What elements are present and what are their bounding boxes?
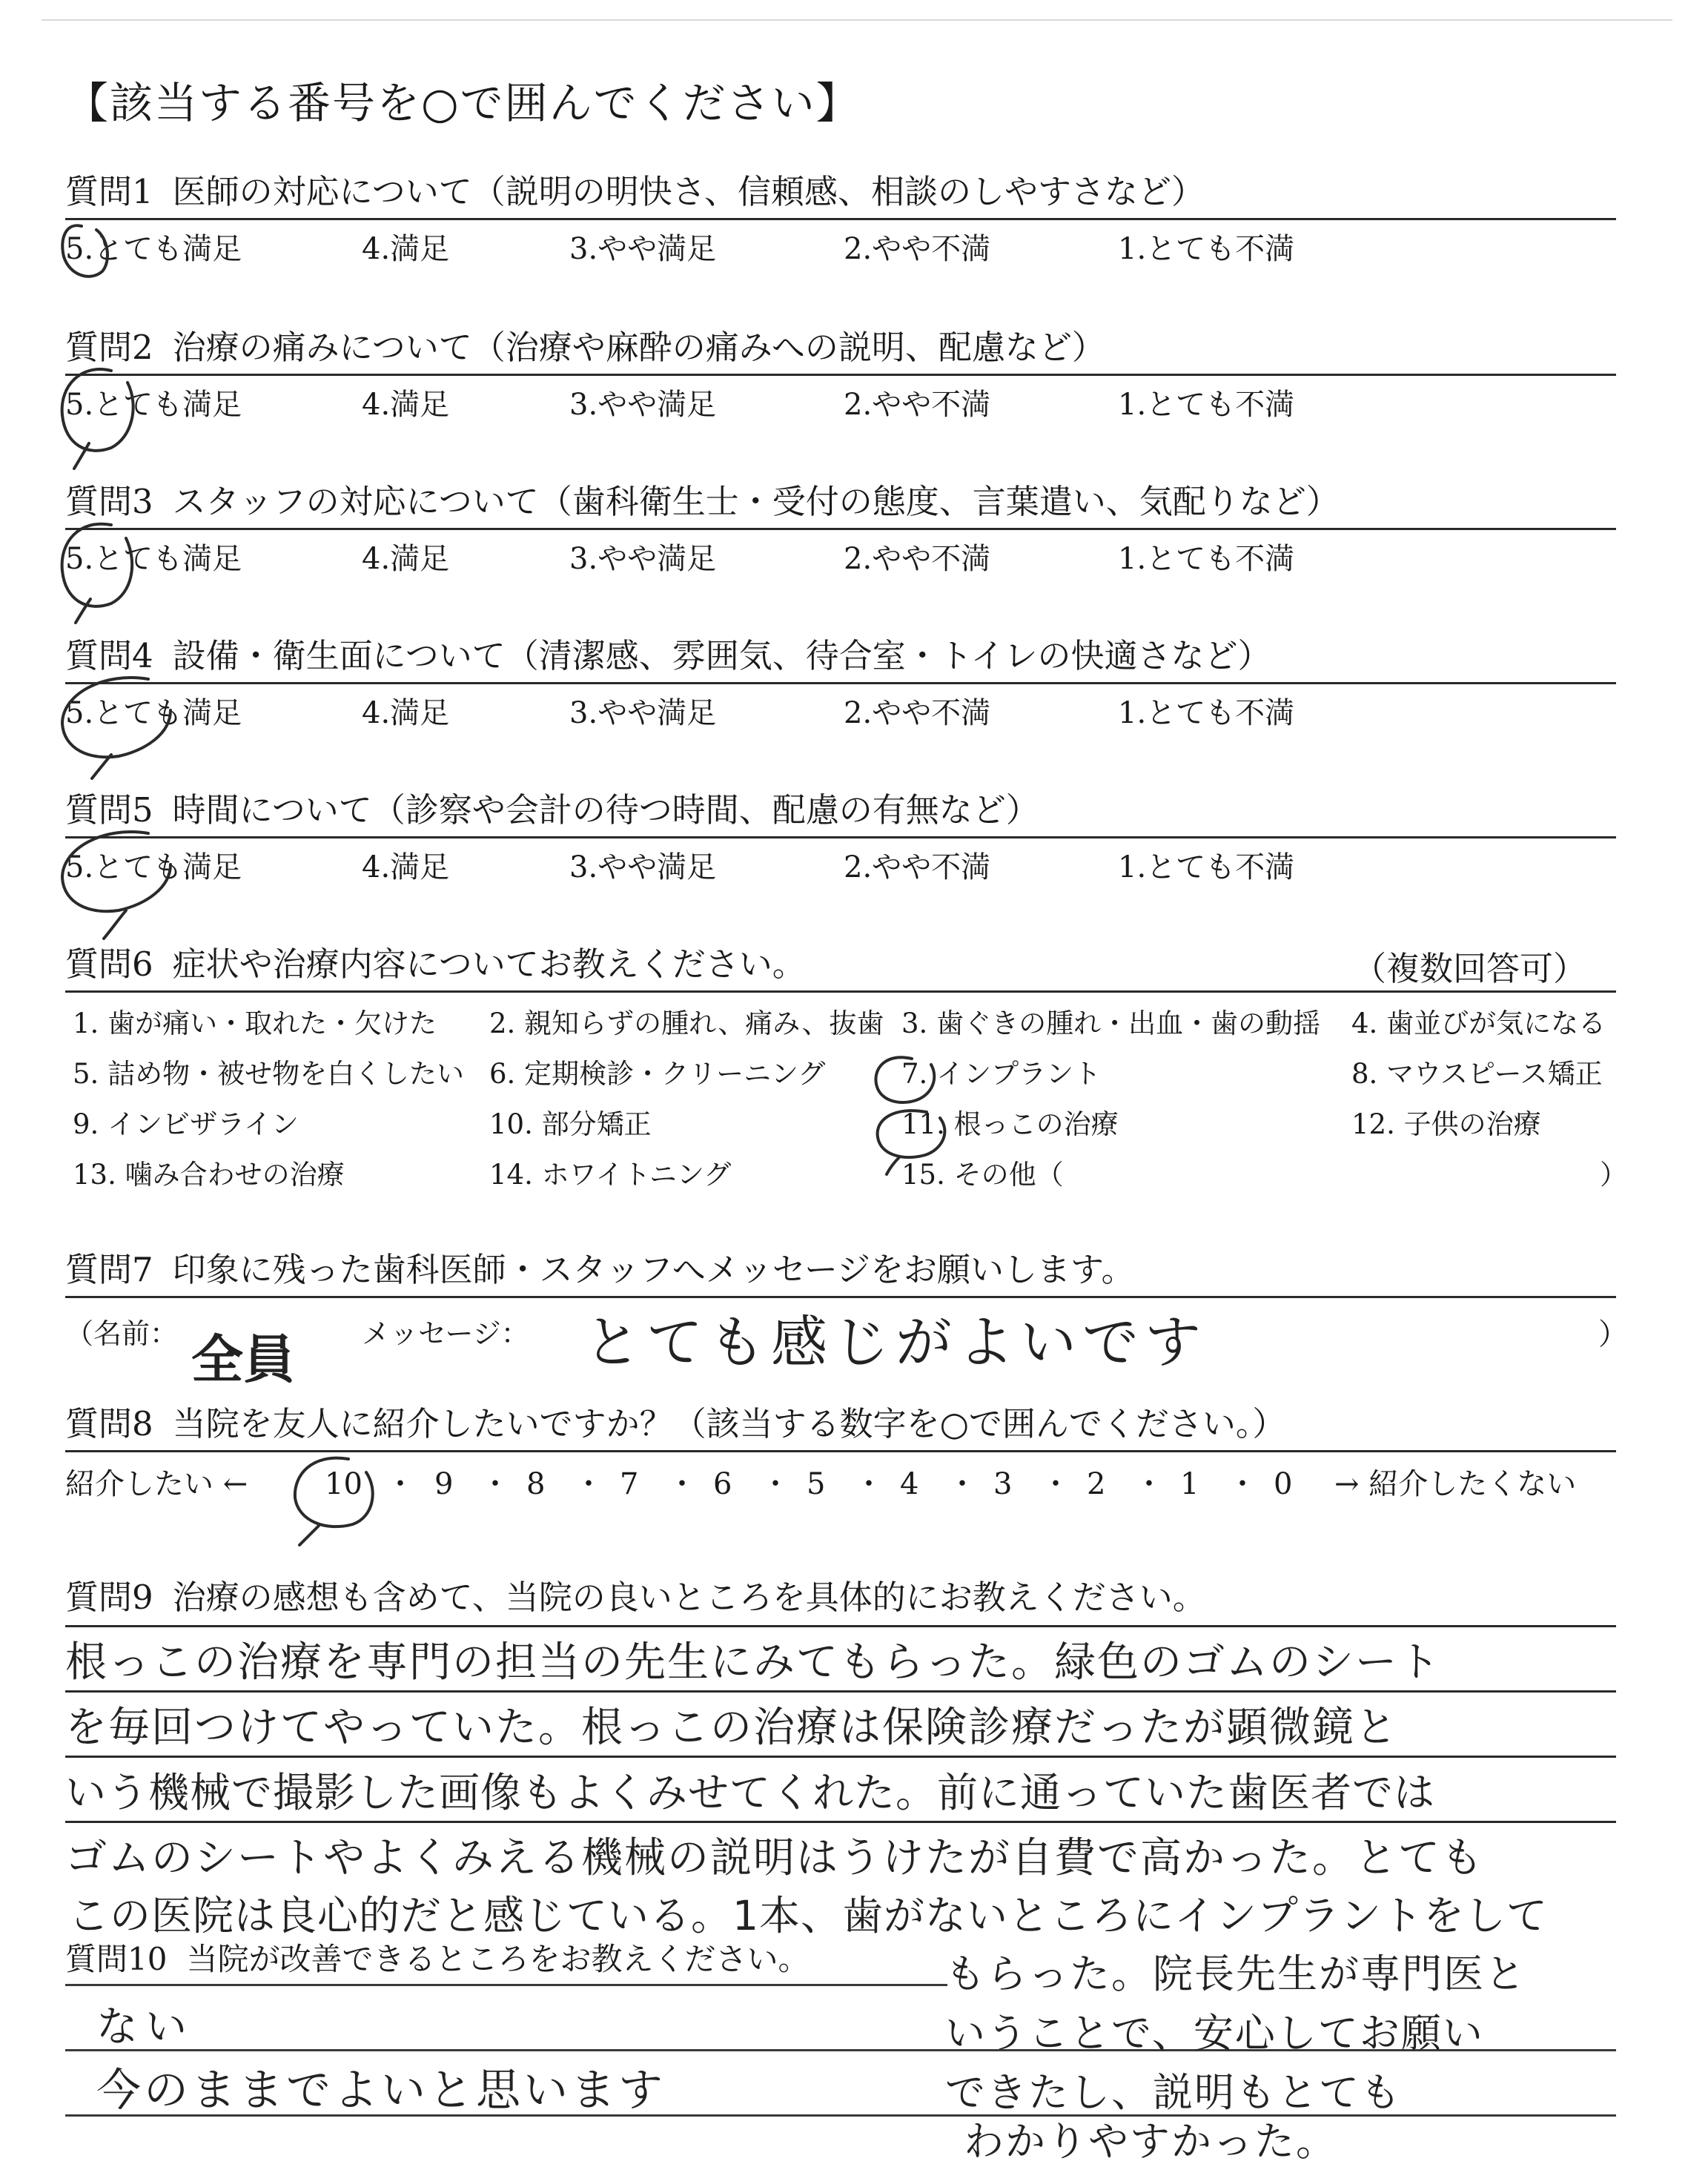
option-4[interactable]: 4.満足 — [362, 542, 450, 576]
question-rule — [65, 990, 1616, 993]
scale-10[interactable]: 10 — [325, 1467, 363, 1501]
other-close-paren: ） — [1600, 1159, 1627, 1191]
scale-3[interactable]: 3 — [993, 1467, 1013, 1501]
option-1[interactable]: 1.とても不満 — [1118, 850, 1295, 884]
question-text: 症状や治療内容についてお教えください。 — [172, 944, 806, 984]
recommend-left-label: 紹介したい ← — [65, 1467, 248, 1501]
recommend-right-label: → 紹介したくない — [1334, 1467, 1577, 1501]
option-1[interactable]: 1.とても不満 — [1118, 388, 1295, 422]
scale-dot: ・ — [667, 1467, 697, 1501]
scale-dot: ・ — [1041, 1467, 1070, 1501]
option-2[interactable]: 2.やや不満 — [844, 696, 991, 730]
feedback-continued-3[interactable]: できたし、説明もとても — [945, 2069, 1402, 2116]
option-5[interactable]: 5.とても満足 — [65, 232, 242, 266]
option-5[interactable]: 5.とても満足 — [65, 850, 242, 884]
feedback-line-1[interactable]: 根っこの治療を専門の担当の先生にみてもらった。緑色のゴムのシート — [65, 1638, 1441, 1687]
feedback-continued-1[interactable]: もらった。院長先生が専門医と — [945, 1951, 1526, 1997]
feedback-line-5[interactable]: この医院は良心的だと感じている。1本、歯がないところにインプラントをして — [68, 1892, 1548, 1939]
question-3 — [65, 479, 1616, 576]
option-3[interactable]: 3.やや満足 — [569, 542, 717, 576]
option-2[interactable]: 2.やや不満 — [844, 388, 991, 422]
question-rule — [65, 682, 1616, 684]
name-label: （名前： — [65, 1317, 179, 1350]
question-number: 質問10 — [65, 1941, 168, 1977]
scale-dot: ・ — [761, 1467, 790, 1501]
question-text: 医師の対応について（説明の明快さ、信頼感、相談のしやすさなど） — [172, 172, 1205, 211]
improvement-line-1[interactable]: ない — [96, 2003, 194, 2051]
symptom-item-2[interactable]: 2. 親知らずの腫れ、痛み、抜歯 — [489, 1008, 884, 1039]
option-4[interactable]: 4.満足 — [362, 850, 450, 884]
symptom-item-8[interactable]: 8. マウスピース矯正 — [1351, 1058, 1603, 1090]
option-3[interactable]: 3.やや満足 — [569, 696, 717, 730]
message-value[interactable]: とても感じがよいです — [584, 1309, 1207, 1375]
question-8 — [65, 1401, 1616, 1520]
question-9 — [65, 1575, 1616, 1893]
scale-9[interactable]: 9 — [434, 1467, 454, 1501]
feedback-line-3[interactable]: いう機械で撮影した画像もよくみせてくれた。前に通っていた歯医者では — [65, 1769, 1436, 1816]
option-3[interactable]: 3.やや満足 — [569, 232, 717, 266]
scale-dot: ・ — [1134, 1467, 1164, 1501]
option-5[interactable]: 5.とても満足 — [65, 388, 242, 422]
option-3[interactable]: 3.やや満足 — [569, 850, 717, 884]
question-text: 印象に残った歯科医師・スタッフへメッセージをお願いします。 — [172, 1250, 1135, 1289]
question-text: 設備・衛生面について（清潔感、雰囲気、待合室・トイレの快適さなど） — [172, 636, 1271, 675]
symptom-item-4[interactable]: 4. 歯並びが気になる — [1351, 1008, 1606, 1039]
writing-line — [65, 1984, 947, 1986]
question-text: 当院が改善できるところをお教えください。 — [186, 1941, 810, 1977]
writing-line — [65, 1625, 1616, 1627]
option-4[interactable]: 4.満足 — [362, 388, 450, 422]
scale-dot: ・ — [854, 1467, 884, 1501]
symptom-item-13[interactable]: 13. 噛み合わせの治療 — [73, 1159, 345, 1191]
symptom-item-15[interactable]: 15. その他（ — [901, 1159, 1064, 1191]
question-rule — [65, 374, 1616, 376]
option-5[interactable]: 5.とても満足 — [65, 696, 242, 730]
question-5 — [65, 787, 1616, 884]
symptom-item-5[interactable]: 5. 詰め物・被せ物を白くしたい — [73, 1058, 465, 1090]
symptom-item-11[interactable]: 11. 根っこの治療 — [901, 1108, 1119, 1140]
writing-line — [65, 1821, 1616, 1823]
symptom-item-6[interactable]: 6. 定期検診・クリーニング — [489, 1058, 826, 1090]
option-4[interactable]: 4.満足 — [362, 696, 450, 730]
symptom-item-10[interactable]: 10. 部分矯正 — [489, 1108, 652, 1140]
page-title: 【該当する番号を○で囲んでください】 — [65, 78, 861, 128]
scale-1[interactable]: 1 — [1180, 1467, 1199, 1501]
question-text: 時間について（診察や会計の待つ時間、配慮の有無など） — [172, 790, 1039, 830]
question-number: 質問1 — [65, 172, 153, 211]
question-number: 質問4 — [65, 636, 153, 675]
symptom-item-14[interactable]: 14. ホワイトニング — [489, 1159, 732, 1191]
option-1[interactable]: 1.とても不満 — [1118, 232, 1295, 266]
message-label: メッセージ： — [362, 1317, 529, 1350]
feedback-line-4[interactable]: ゴムのシートやよくみえる機械の説明はうけたが自費で高かった。とても — [65, 1834, 1484, 1882]
option-1[interactable]: 1.とても不満 — [1118, 696, 1295, 730]
option-5[interactable]: 5.とても満足 — [65, 542, 242, 576]
question-4 — [65, 633, 1616, 730]
feedback-continued-4[interactable]: わかりやすかった。 — [964, 2118, 1337, 2165]
question-number: 質問8 — [65, 1404, 153, 1443]
symptom-item-1[interactable]: 1. 歯が痛い・取れた・欠けた — [73, 1008, 437, 1039]
question-number: 質問5 — [65, 790, 153, 830]
question-rule — [65, 218, 1616, 220]
question-6 — [65, 942, 1627, 1208]
feedback-continued-2[interactable]: いうことで、安心してお願い — [945, 2010, 1484, 2057]
writing-line — [65, 1756, 1616, 1758]
scale-dot: ・ — [574, 1467, 603, 1501]
question-number: 質問3 — [65, 482, 153, 521]
question-2 — [65, 325, 1616, 422]
option-2[interactable]: 2.やや不満 — [844, 850, 991, 884]
question-7 — [65, 1247, 1628, 1390]
improvement-line-2[interactable]: 今のままでよいと思います — [96, 2065, 666, 2117]
question-text: 当院を友人に紹介したいですか？（該当する数字を○で囲んでください。） — [172, 1404, 1286, 1443]
question-rule — [65, 1450, 1616, 1452]
scale-dot: ・ — [947, 1467, 977, 1501]
option-1[interactable]: 1.とても不満 — [1118, 542, 1295, 576]
question-rule — [65, 528, 1616, 530]
symptom-item-7[interactable]: 7. インプラント — [901, 1058, 1102, 1090]
multiple-answer-note: （複数回答可） — [1352, 949, 1586, 988]
page-top-edge — [42, 19, 1672, 21]
scale-5[interactable]: 5 — [807, 1467, 826, 1501]
question-number: 質問6 — [65, 944, 153, 984]
scale-dot: ・ — [1228, 1467, 1257, 1501]
scale-0[interactable]: 0 — [1274, 1467, 1293, 1501]
scale-7[interactable]: 7 — [620, 1467, 639, 1501]
scale-2[interactable]: 2 — [1087, 1467, 1106, 1501]
question-number: 質問7 — [65, 1250, 153, 1289]
scale-4[interactable]: 4 — [900, 1467, 919, 1501]
question-text: スタッフの対応について（歯科衛生士・受付の態度、言葉遣い、気配りなど） — [172, 482, 1340, 521]
question-text: 治療の痛みについて（治療や麻酔の痛みへの説明、配慮など） — [172, 328, 1105, 367]
symptom-item-9[interactable]: 9. インビザライン — [73, 1108, 299, 1140]
writing-line — [65, 1690, 1616, 1693]
option-2[interactable]: 2.やや不満 — [844, 542, 991, 576]
name-value[interactable]: 全員 — [191, 1329, 295, 1390]
message-close-paren: ） — [1598, 1317, 1628, 1352]
question-text: 治療の感想も含めて、当院の良いところを具体的にお教えください。 — [172, 1578, 1206, 1617]
option-4[interactable]: 4.満足 — [362, 232, 450, 266]
question-number: 質問9 — [65, 1578, 153, 1617]
question-1 — [65, 169, 1616, 266]
option-2[interactable]: 2.やや不満 — [844, 232, 991, 266]
scale-8[interactable]: 8 — [526, 1467, 546, 1501]
scale-dot: ・ — [385, 1467, 415, 1501]
option-3[interactable]: 3.やや満足 — [569, 388, 717, 422]
scale-6[interactable]: 6 — [713, 1467, 732, 1501]
feedback-line-2[interactable]: を毎回つけてやっていた。根っこの治療は保険診療だったが顕微鏡と — [65, 1704, 1398, 1752]
scale-dot: ・ — [480, 1467, 510, 1501]
symptom-item-3[interactable]: 3. 歯ぐきの腫れ・出血・歯の動揺 — [901, 1008, 1321, 1039]
symptom-item-12[interactable]: 12. 子供の治療 — [1351, 1108, 1541, 1140]
question-number: 質問2 — [65, 328, 153, 367]
question-rule — [65, 836, 1616, 838]
